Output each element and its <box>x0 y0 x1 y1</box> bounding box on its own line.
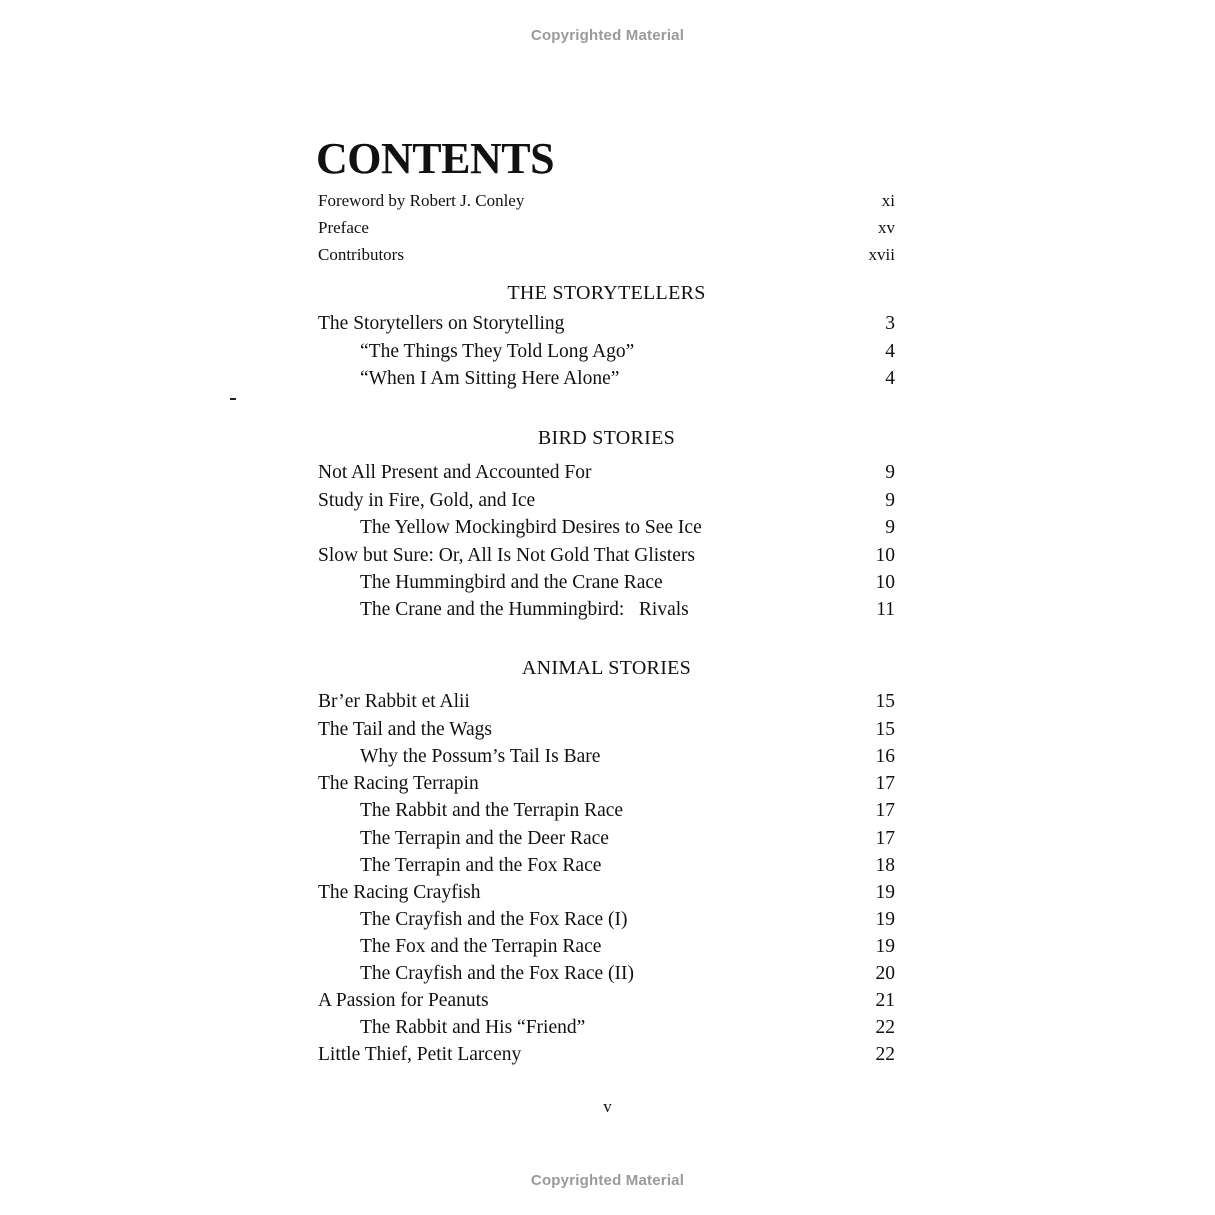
toc-entry[interactable] <box>318 489 895 513</box>
toc-entry-title: Br’er Rabbit et Alii <box>318 691 470 712</box>
toc-entry[interactable] <box>318 1016 895 1040</box>
watermark-top: Copyrighted Material <box>530 27 685 44</box>
toc-entry-page: 10 <box>875 545 895 566</box>
toc-entry-page: 22 <box>875 1044 895 1065</box>
toc-entry[interactable] <box>318 690 895 714</box>
toc-entry-page: 17 <box>875 828 895 849</box>
toc-entry-title: Contributors <box>318 245 404 264</box>
toc-entry[interactable] <box>318 881 895 905</box>
toc-entry[interactable] <box>318 772 895 796</box>
toc-entry[interactable] <box>318 312 895 336</box>
toc-entry-page: 4 <box>885 341 895 362</box>
toc-entry[interactable] <box>318 461 895 485</box>
toc-entry-page: 11 <box>876 599 895 620</box>
toc-entry[interactable] <box>318 935 895 959</box>
toc-entry-page: 20 <box>875 963 895 984</box>
toc-entry-page: 15 <box>875 719 895 740</box>
toc-entry-title: The Fox and the Terrapin Race <box>360 936 602 957</box>
toc-entry-title: The Racing Terrapin <box>318 773 479 794</box>
watermark-bottom: Copyrighted Material <box>530 1172 685 1189</box>
toc-entry[interactable] <box>318 718 895 742</box>
toc-entry-page: 15 <box>875 691 895 712</box>
toc-entry[interactable] <box>318 1043 895 1067</box>
toc-entry[interactable] <box>318 854 895 878</box>
toc-entry[interactable] <box>318 367 895 391</box>
toc-entry-title: Why the Possum’s Tail Is Bare <box>360 746 601 767</box>
toc-entry-page: 22 <box>875 1017 895 1038</box>
toc-entry[interactable] <box>318 340 895 364</box>
toc-entry-page: 9 <box>885 462 895 483</box>
toc-entry-title: The Racing Crayfish <box>318 882 481 903</box>
toc-entry[interactable] <box>318 962 895 986</box>
toc-entry-title: Study in Fire, Gold, and Ice <box>318 490 536 511</box>
toc-entry[interactable] <box>318 544 895 568</box>
toc-entry-page: 17 <box>875 773 895 794</box>
toc-entry-page: 9 <box>885 490 895 511</box>
toc-entry-title: The Rabbit and the Terrapin Race <box>360 800 624 821</box>
toc-entry[interactable] <box>318 799 895 823</box>
toc-entry-page: 21 <box>875 990 895 1011</box>
toc-entry-page: 19 <box>875 936 895 957</box>
toc-entry-title: “When I Am Sitting Here Alone” <box>360 368 620 389</box>
toc-entry-title: The Terrapin and the Deer Race <box>360 828 609 849</box>
toc-entry-title: The Terrapin and the Fox Race <box>360 855 602 876</box>
toc-entry-title: The Storytellers on Storytelling <box>318 313 565 334</box>
toc-entry-title: The Yellow Mockingbird Desires to See Ice <box>360 517 702 538</box>
toc-entry-page: 3 <box>885 313 895 334</box>
toc-entry-page: xv <box>878 218 895 237</box>
toc-entry-preface[interactable] <box>318 216 895 240</box>
toc-entry-title: “The Things They Told Long Ago” <box>360 341 635 362</box>
toc-entry[interactable] <box>318 571 895 595</box>
toc-entry-page: 4 <box>885 368 895 389</box>
toc-entry-page: xvii <box>868 245 895 264</box>
toc-entry-title: The Hummingbird and the Crane Race <box>360 572 663 593</box>
toc-entry-contributors[interactable] <box>318 243 895 267</box>
toc-entry-title: Slow but Sure: Or, All Is Not Gold That Glisters <box>318 545 695 566</box>
section-heading-bird-stories: BIRD STORIES <box>537 427 676 449</box>
toc-entry-page: 19 <box>875 909 895 930</box>
toc-entry-title: Not All Present and Accounted For <box>318 462 592 483</box>
toc-entry-title: Little Thief, Petit Larceny <box>318 1044 522 1065</box>
toc-entry-page: 9 <box>885 517 895 538</box>
toc-entry-title: The Crayfish and the Fox Race (I) <box>360 909 628 930</box>
toc-entry-page: 18 <box>875 855 895 876</box>
toc-entry-foreword[interactable] <box>318 189 895 213</box>
toc-entry[interactable] <box>318 827 895 851</box>
toc-entry-page: 16 <box>875 746 895 767</box>
toc-entry-title: The Rabbit and His “Friend” <box>360 1017 586 1038</box>
toc-entry-page: 17 <box>875 800 895 821</box>
page-title: CONTENTS <box>316 134 555 183</box>
toc-entry-page: 10 <box>875 572 895 593</box>
toc-entry-title: The Tail and the Wags <box>318 719 492 740</box>
toc-entry[interactable] <box>318 598 895 622</box>
section-heading-animal-stories: ANIMAL STORIES <box>521 657 692 679</box>
toc-entry-title: Preface <box>318 218 369 237</box>
toc-entry-page: 19 <box>875 882 895 903</box>
toc-entry-title: The Crane and the Hummingbird: Rivals <box>360 599 689 620</box>
stray-mark <box>230 398 236 400</box>
toc-entry[interactable] <box>318 745 895 769</box>
page-number: v <box>603 1097 612 1116</box>
section-heading-storytellers: THE STORYTELLERS <box>507 282 706 304</box>
toc-entry[interactable] <box>318 908 895 932</box>
toc-entry[interactable] <box>318 989 895 1013</box>
toc-entry-title: Foreword by Robert J. Conley <box>318 191 525 210</box>
toc-entry-title: A Passion for Peanuts <box>318 990 489 1011</box>
toc-entry-title: The Crayfish and the Fox Race (II) <box>360 963 634 984</box>
toc-entry[interactable] <box>318 516 895 540</box>
toc-entry-page: xi <box>881 191 895 210</box>
